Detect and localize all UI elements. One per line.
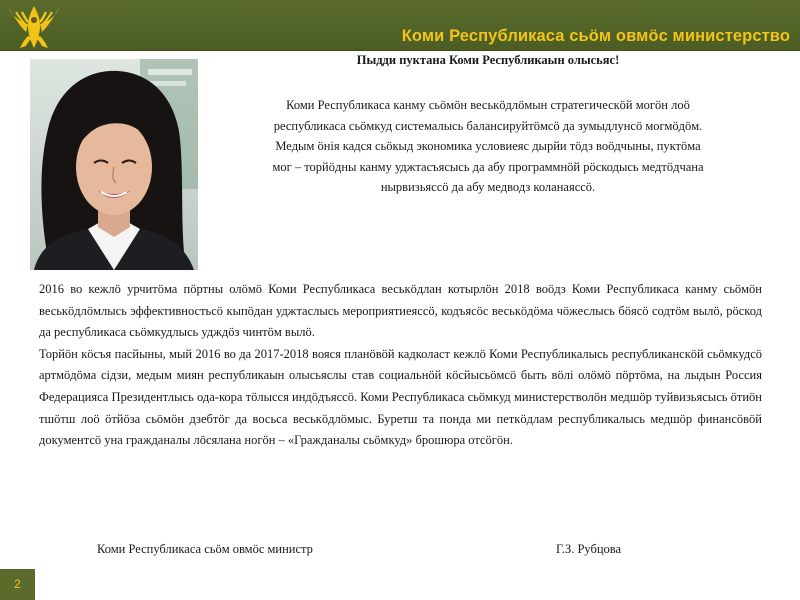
komi-coat-of-arms-icon bbox=[4, 2, 64, 50]
intro-line: нырвизьяссӧ да абу медводз коланаяссӧ. bbox=[380, 180, 596, 194]
signature-position: Коми Республикаса сьӧм овмӧс министр bbox=[97, 542, 313, 556]
intro-line: Медым ӧнія кадся сьӧкыд экономика условиеяс дырйи тӧдз воӧдчыны, пуктӧма bbox=[275, 139, 701, 153]
body-text bbox=[39, 279, 762, 452]
page-number-badge: 2 bbox=[0, 569, 35, 600]
greeting-heading: Пыдди пуктана Коми Республикаын олысьяс! bbox=[356, 53, 620, 67]
body-paragraph: 2016 во кежлӧ урчитӧма пӧртны олӧмӧ Коми Республикаса веськӧдлан котырлӧн 2018 воӧдз Коми Республикаса канму сьӧмӧн веськӧдлӧмлысь эффективностьсӧ кыпӧдан уджтаслысь мероприятиеяссӧ, кодъясӧс веськӧдӧма чӧжеслысь бӧясӧ содтӧм вылӧ, рӧскод да республикаса сьӧмкудлысь удждӧз чинтӧм вылӧ. bbox=[39, 282, 762, 340]
signature-name: Г.З. Рубцова bbox=[556, 542, 622, 556]
ministry-title: Коми Республикаса сьӧм овмӧс министерство bbox=[401, 27, 790, 45]
intro-text bbox=[206, 95, 770, 198]
minister-photo bbox=[30, 59, 198, 270]
intro-line: мог – торйӧдны канму уджтасъясысь да абу программнӧй рӧскодысь медтӧдчана bbox=[272, 159, 704, 174]
intro-line: Коми Республикаса канму сьӧмӧн веськӧдлӧмын стратегическӧй могӧн лоӧ bbox=[286, 98, 690, 112]
body-paragraph: Торйӧн кӧсъя пасйыны, мый 2016 во да 2017-2018 вояся планӧвӧй кадколаст кежлӧ Коми Республикалысь республиканскӧй сьӧмкудсӧ артмӧдӧма сідзи, медым миян республикаын олысьяслы став социальнӧй кӧсйысьӧмсӧ быть вӧлі олӧмӧ пӧртӧма, на лыдын Россия Федерацияса Президентлысь ода-кора тӧлысся индӧдъяссӧ. Коми Республикаса сьӧмкуд министерстволӧн медшӧр туйвизьясысь ӧтиӧн тшӧтш лоӧ ӧтйӧза сьӧмӧн дзебтӧг да восьса веськӧдлӧмыс. Буретш та понда ми петкӧдлам республикалысь медшӧр финансӧвӧй документсӧ уна гражданалы лӧсялана ногӧн – «Гражданалы сьӧмкуд» брошюра отсӧгӧн. bbox=[39, 346, 762, 448]
slide-header bbox=[0, 0, 800, 51]
intro-line: республикаса сьӧмкуд системалысь балансируйтӧмсӧ да зумыдлунсӧ могмӧдӧм. bbox=[273, 118, 703, 133]
